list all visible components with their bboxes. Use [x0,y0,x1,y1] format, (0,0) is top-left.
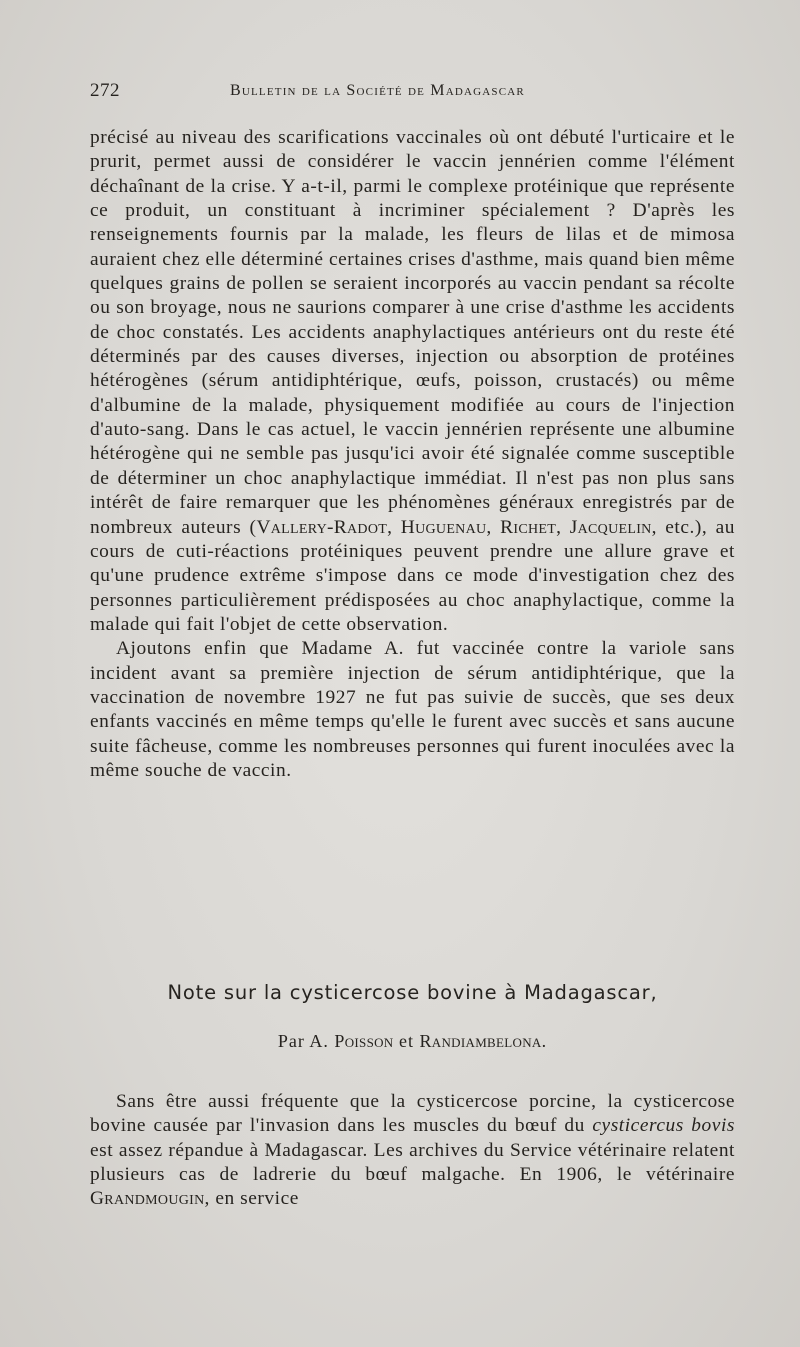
paragraph-cysticercosis [90,1090,735,1212]
section-title: Note sur la cysticercose bovine à Madagascar, [167,981,658,1004]
species-name: cysticercus bovis [592,1115,735,1137]
author-name: Huguenau [400,516,487,538]
body-text [90,126,735,783]
byline-join: et [393,1031,420,1051]
paragraph-text: est assez répandue à Madagascar. Les archives du Service vétérinaire relatent plusieurs cas de ladrerie du bœuf malgache. En 1906, le vétérinaire [90,1139,735,1186]
separator: , [556,516,570,538]
byline [90,1031,735,1052]
running-head: Bulletin de la Société de Madagascar [230,82,525,99]
separator: , [486,516,501,538]
paragraph-anaphylaxis [90,126,735,637]
author-name: Richet [500,516,557,538]
page-header [90,80,735,110]
paragraph-text: précisé au niveau des scarifications vaccinales où ont débuté l'urticaire et le prurit, permet aussi de considérer le vaccin jennérien comme l'élément déchaînant de la crise. Y a-t-il, parmi le complexe protéinique que représente ce produit, un constituant à incriminer spécialement ? D'après les renseignements fournis par la malade, les fleurs de lilas et de mimosa auraient chez elle déterminé certaines crises d'asthme, mais quand bien même quelques grains de pollen se seraient incorporés au vaccin pendant sa récolte ou son broyage, nous ne saurions comparer à une crise d'asthme les accidents de choc constatés. Les accidents anaphylactiques antérieurs ont du reste été déterminés par des causes diverses, injection ou absorption de protéines hétérogènes (sérum antidiphtérique, œufs, poisson, crustacés) ou même d'albumine de la malade, physiquement modifiée au cours de l'injection d'auto-sang. Dans le cas actuel, le vaccin jennérien représente une albumine hétérogène qui ne semble pas jusqu'ici avoir été signalée comme susceptible de déterminer un choc anaphylactique immédiat. Il n'est pas non plus sans intérêt de faire remarquer que les phénomènes généraux enregistrés par de nombreux auteurs ( [90,127,735,538]
byline-prefix: Par A. [277,1031,335,1051]
paragraph-text: , en service [204,1188,299,1210]
separator: , [387,516,401,538]
author-name: Grandmougin [90,1188,205,1210]
author-name: Vallery-Radot [256,516,388,538]
author-name: Poisson [334,1031,394,1051]
paragraph-text: Sans être aussi fréquente que la cysticercose porcine, la cysticercose bovine causée par l'invasion dans les muscles du bœuf du [90,1091,735,1137]
paragraph-vaccination: Ajoutons enfin que Madame A. fut vaccinée contre la variole sans incident avant sa première injection de sérum antidiphtérique, que la vaccination de novembre 1927 ne fut pas suivie de succès, que ses deux enfants vaccinés en même temps qu'elle le furent avec succès et sans aucune suite fâcheuse, comme les nombreuses personnes qui furent inoculées avec la même souche de vaccin. [90,638,735,781]
paragraph-text: , etc.), au cours de cuti-réactions protéiniques peuvent prendre une allure grave et qu'une prudence extrême s'impose dans ce mode d'investigation chez des personnes particulièrement prédisposées au choc anaphylactique, comme la malade qui fait l'objet de cette observation. [90,516,736,635]
author-name: Randiambelona [419,1031,542,1051]
byline-end: . [541,1031,548,1051]
page-number: 272 [90,80,120,101]
article-text [90,1090,735,1212]
author-name: Jacquelin [569,516,652,538]
